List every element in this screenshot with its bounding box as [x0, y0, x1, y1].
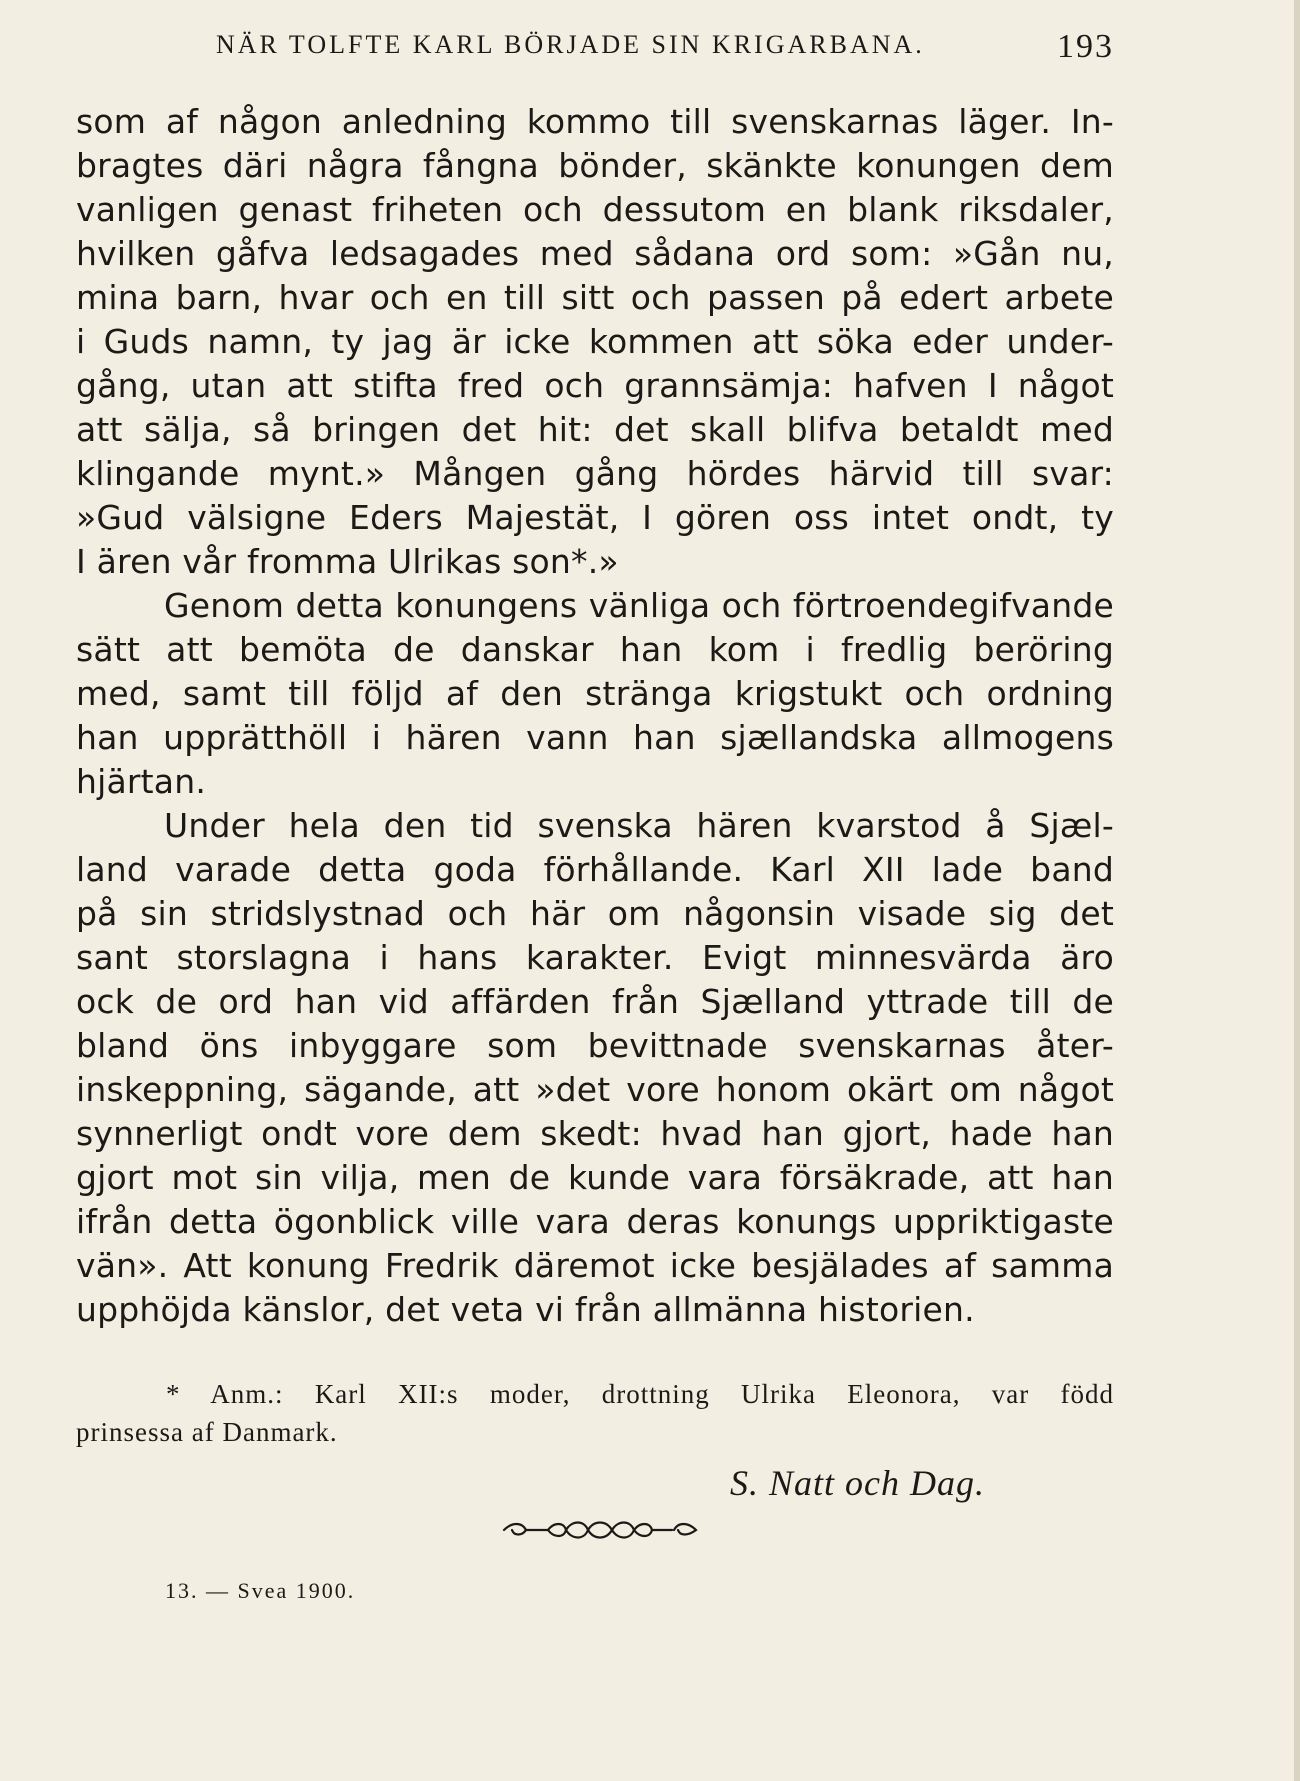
text-line: med, samt till följd af den stränga krigstukt och ordning [76, 674, 1114, 713]
text-line: bland öns inbyggare som bevittnade svenskarnas åter- [76, 1026, 1114, 1065]
text-line: I ären vår fromma Ulrikas son*.» [76, 542, 619, 581]
text-line: inskeppning, sägande, att »det vore honom okärt om något [76, 1070, 1114, 1109]
text-line: upphöjda känslor, det veta vi från allmänna historien. [76, 1290, 975, 1329]
text-line: klingande mynt.» Mången gång hördes härvid till svar: [76, 454, 1114, 493]
text-line: hjärtan. [76, 762, 207, 801]
text-line: »Gud välsigne Eders Majestät, I gören oss intet ondt, ty [76, 498, 1114, 537]
text-line: ock de ord han vid affärden från Sjælland yttrade till de [76, 982, 1114, 1021]
author-signature: S. Natt och Dag. [730, 1463, 985, 1503]
footnote-line: * Anm.: Karl XII:s moder, drottning Ulrika Eleonora, var född [166, 1379, 1114, 1409]
text-line: vanligen genast friheten och dessutom en blank riksdaler, [76, 190, 1114, 229]
text-line: bragtes däri några fångna bönder, skänkte konungen dem [76, 146, 1114, 185]
running-title: NÄR TOLFTE KARL BÖRJADE SIN KRIGARBANA. [216, 30, 925, 59]
text-line: sant storslagna i hans karakter. Evigt minnesvärda äro [76, 938, 1114, 977]
text-line: på sin stridslystnad och här om någonsin visade sig det [76, 894, 1114, 933]
text-line: som af någon anledning kommo till svenskarnas läger. In- [76, 102, 1114, 141]
page-number: 193 [1057, 28, 1114, 65]
text-line: Under hela den tid svenska hären kvarstod å Sjæl- [164, 806, 1114, 845]
signature-mark: 13. — Svea 1900. [165, 1578, 356, 1603]
footnote-line: prinsessa af Danmark. [76, 1417, 338, 1447]
text-line: gång, utan att stifta fred och grannsämja: hafven I något [76, 366, 1114, 405]
text-line: mina barn, hvar och en till sitt och passen på edert arbete [76, 278, 1114, 317]
text-line: han upprätthöll i hären vann han sjællandska allmogens [76, 718, 1114, 757]
body-text [76, 100, 1114, 1332]
text-line: att sälja, så bringen det hit: det skall blifva betaldt med [76, 410, 1114, 449]
ornament-divider-icon [500, 1516, 700, 1544]
page-edge [1294, 0, 1300, 1781]
text-line: Genom detta konungens vänliga och förtroendegifvande [164, 586, 1114, 625]
text-line: ifrån detta ögonblick ville vara deras konungs uppriktigaste [76, 1202, 1114, 1241]
text-line: vän». Att konung Fredrik däremot icke besjälades af samma [76, 1246, 1114, 1285]
text-line: gjort mot sin vilja, men de kunde vara försäkrade, att han [76, 1158, 1114, 1197]
text-line: hvilken gåfva ledsagades med sådana ord som: »Gån nu, [76, 234, 1114, 273]
text-line: i Guds namn, ty jag är icke kommen att söka eder under- [76, 322, 1114, 361]
text-line: synnerligt ondt vore dem skedt: hvad han gjort, hade han [76, 1114, 1114, 1153]
text-line: land varade detta goda förhållande. Karl XII lade band [76, 850, 1114, 889]
footnote [76, 1375, 1114, 1451]
text-line: sätt att bemöta de danskar han kom i fredlig beröring [76, 630, 1114, 669]
